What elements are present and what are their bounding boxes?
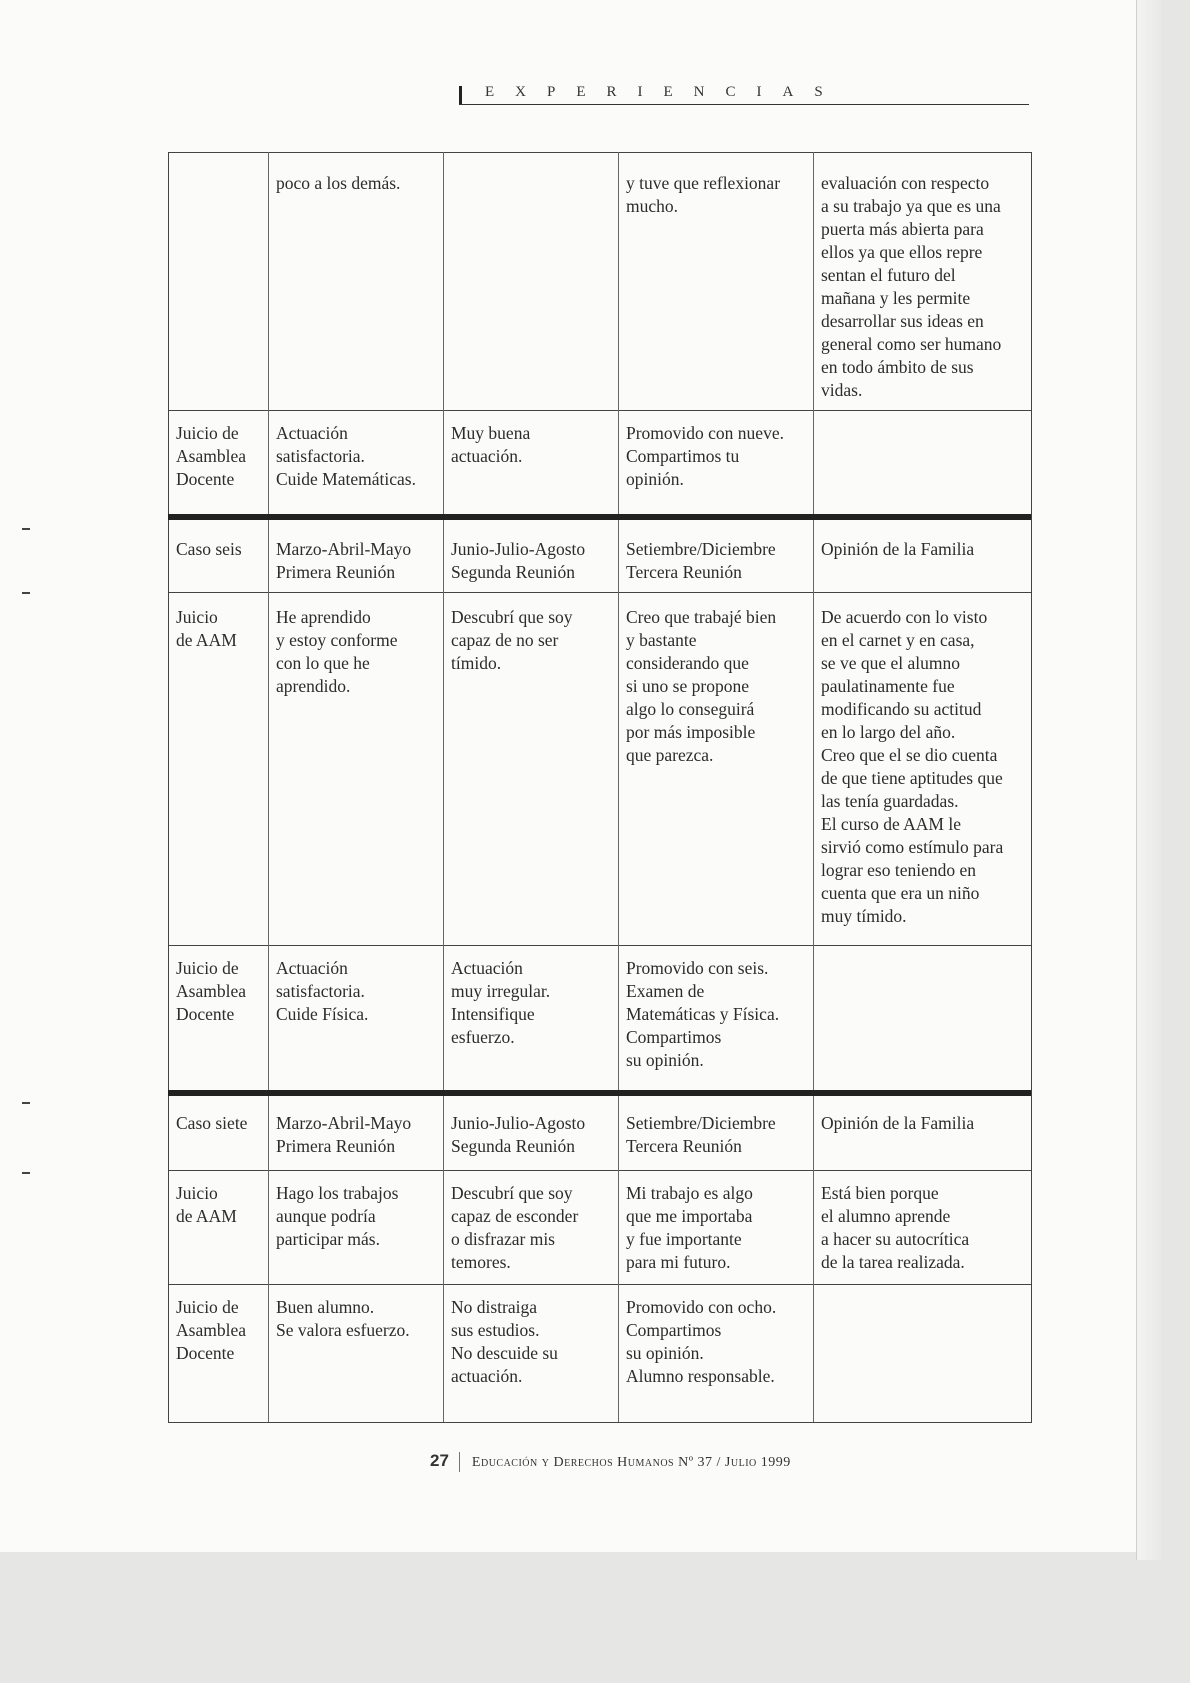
header-first-meeting: Marzo-Abril-Mayo Primera Reunión <box>276 539 412 582</box>
margin-mark <box>22 592 30 594</box>
cell-label: Juicio de AAM <box>176 607 237 650</box>
header-second-meeting: Junio-Julio-Agosto Segunda Reunión <box>451 539 586 582</box>
cell-first-meeting: Hago los trabajos aunque podría participar más. <box>276 1183 399 1249</box>
cell-first-meeting: Actuación satisfactoria. Cuide Física. <box>276 958 369 1024</box>
cell-family-opinion: Está bien porque el alumno aprende a hacer su autocrítica de la tarea realizada. <box>821 1183 970 1272</box>
publication-title: Educación y Derechos Humanos Nº 37 / Julio 1999 <box>471 1455 791 1470</box>
column-divider <box>268 152 269 514</box>
cell-first-meeting: Actuación satisfactoria. Cuide Matemáticas. <box>276 423 416 489</box>
column-divider <box>443 520 444 1090</box>
cell-third-meeting: Promovido con ocho. Compartimos su opinión. Alumno responsable. <box>626 1297 777 1386</box>
column-divider <box>618 1096 619 1422</box>
cell-family-opinion <box>813 1284 1031 1422</box>
running-head-bar <box>459 86 462 104</box>
cell-third-meeting: Mi trabajo es algo que me importaba y fue importante para mi futuro. <box>626 1183 753 1272</box>
column-divider <box>618 152 619 514</box>
column-divider <box>443 1096 444 1422</box>
footer-separator <box>459 1452 460 1472</box>
cell-label: Juicio de Asamblea Docente <box>176 1297 246 1363</box>
margin-mark <box>22 1172 30 1174</box>
cell-second-meeting <box>443 152 618 410</box>
table-row <box>168 410 1031 515</box>
cell-first-meeting: Buen alumno. Se valora esfuerzo. <box>276 1297 410 1340</box>
cell-first-meeting: He aprendido y estoy conforme con lo que he aprendido. <box>276 607 398 696</box>
header-third-meeting: Setiembre/Diciembre Tercera Reunión <box>626 1113 776 1156</box>
table-row <box>168 945 1031 1090</box>
column-divider <box>618 520 619 1090</box>
column-divider <box>813 1096 814 1422</box>
block-continuation <box>168 152 1031 514</box>
column-divider <box>268 1096 269 1422</box>
header-first-meeting: Marzo-Abril-Mayo Primera Reunión <box>276 1113 412 1156</box>
cell-third-meeting: Promovido con nueve. Compartimos tu opinión. <box>626 423 784 489</box>
cell-third-meeting: Creo que trabajé bien y bastante considerando que si uno se propone algo lo conseguirá por más imposible que parezca. <box>626 607 777 765</box>
column-divider <box>268 520 269 1090</box>
case-label: Caso seis <box>176 539 242 559</box>
header-family-opinion: Opinión de la Familia <box>821 539 975 559</box>
block-case-six <box>168 520 1031 1090</box>
header-second-meeting: Junio-Julio-Agosto Segunda Reunión <box>451 1113 586 1156</box>
table-row <box>168 152 1031 411</box>
table-row <box>168 1170 1031 1285</box>
cell-label: Juicio de AAM <box>176 1183 237 1226</box>
cell-family-opinion: De acuerdo con lo visto en el carnet y en casa, se ve que el alumno paulatinamente fue modificando su actitud en lo largo del año. Creo que el se dio cuenta de que tiene aptitudes que las tenía guardadas. El curso de AAM le sirvió como estímulo para lograr eso teniendo en cuenta que era un niño muy tímido. <box>821 607 1004 926</box>
table-row <box>168 592 1031 946</box>
cell-family-opinion: evaluación con respecto a su trabajo ya que es una puerta más abierta para ellos ya que ellos repre sentan el futuro del mañana y les permite desarrollar sus ideas en general como ser humano en todo ámbito de sus vidas. <box>821 173 1002 400</box>
table-row <box>168 1284 1031 1423</box>
cell-second-meeting: No distraiga sus estudios. No descuide su actuación. <box>451 1297 558 1386</box>
table-row-header <box>168 520 1031 593</box>
block-case-seven <box>168 1096 1031 1422</box>
cell-first-meeting: poco a los demás. <box>276 173 401 193</box>
header-family-opinion: Opinión de la Familia <box>821 1113 975 1133</box>
column-divider <box>443 152 444 514</box>
cell-second-meeting: Descubrí que soy capaz de no ser tímido. <box>451 607 573 673</box>
cell-second-meeting: Descubrí que soy capaz de esconder o disfrazar mis temores. <box>451 1183 579 1272</box>
cell-second-meeting: Actuación muy irregular. Intensifique esfuerzo. <box>451 958 551 1047</box>
page-edge <box>1136 0 1161 1560</box>
cell-label <box>168 152 268 410</box>
page-number: 27 <box>430 1451 449 1470</box>
cell-family-opinion <box>813 410 1031 514</box>
cell-label: Juicio de Asamblea Docente <box>176 423 246 489</box>
running-head-text: EXPERIENCIAS <box>485 84 844 100</box>
page-footer <box>430 1451 791 1472</box>
margin-mark <box>22 1102 30 1104</box>
header-third-meeting: Setiembre/Diciembre Tercera Reunión <box>626 539 776 582</box>
column-divider <box>813 152 814 514</box>
cell-second-meeting: Muy buena actuación. <box>451 423 531 466</box>
cell-label: Juicio de Asamblea Docente <box>176 958 246 1024</box>
cell-third-meeting: y tuve que reflexionar mucho. <box>626 173 781 216</box>
table-row-header <box>168 1096 1031 1171</box>
margin-mark <box>22 528 30 530</box>
cell-third-meeting: Promovido con seis. Examen de Matemáticas y Física. Compartimos su opinión. <box>626 958 780 1070</box>
running-head <box>459 80 1029 105</box>
cell-family-opinion <box>813 945 1031 1090</box>
column-divider <box>813 520 814 1090</box>
case-label: Caso siete <box>176 1113 248 1133</box>
